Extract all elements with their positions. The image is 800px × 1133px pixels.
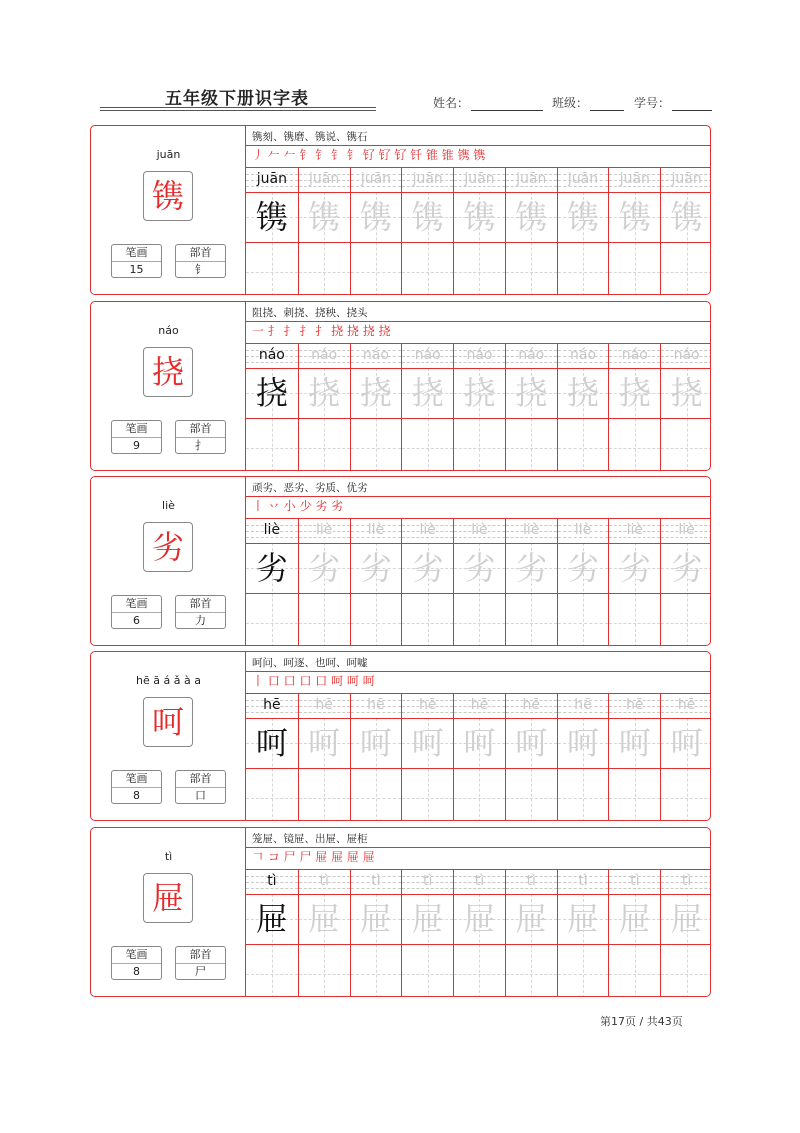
cell-character: 挠	[308, 374, 341, 412]
radical-box	[175, 595, 226, 629]
cell-character: 屉	[308, 900, 341, 938]
model-cell[interactable]	[246, 694, 298, 821]
grid-divider	[246, 192, 711, 193]
cell-pinyin: hē	[418, 697, 437, 713]
trace-cell[interactable]	[660, 168, 711, 295]
cell-pinyin: náo	[570, 347, 597, 363]
cell-character: 劣	[411, 549, 444, 587]
stroke-order: 一 扌 扌 扌 扌 挠 挠 挠 挠	[252, 324, 391, 338]
cell-character: 镌	[308, 198, 341, 236]
model-cell[interactable]	[246, 168, 298, 295]
stroke-count-box	[111, 595, 162, 629]
cell-pinyin: tì	[578, 873, 588, 889]
cell-character: 挠	[670, 374, 703, 412]
trace-cell[interactable]	[298, 870, 350, 997]
stroke-order: 丿 𠂉 𠂉 钅 钅 钅 钅 钌 钌 钌 钎 锥 锥 镌 镌	[252, 148, 486, 162]
cell-character: 屉	[463, 900, 496, 938]
grid-divider	[246, 718, 711, 719]
class-label: 班级：	[552, 96, 589, 110]
character-card	[90, 301, 711, 471]
cell-pinyin: juān	[567, 171, 599, 187]
cell-character: 呵	[618, 724, 651, 762]
cell-pinyin: juān	[516, 171, 547, 187]
cell-pinyin: juān	[619, 171, 650, 187]
page-number: 第17页 / 共43页	[600, 1015, 683, 1028]
cell-character: 挠	[618, 374, 651, 412]
character-info-panel	[91, 302, 246, 470]
trace-cell[interactable]	[660, 519, 711, 646]
stroke-count-box	[111, 770, 162, 804]
trace-cell[interactable]	[350, 344, 402, 471]
cell-character: 屉	[567, 900, 600, 938]
cell-pinyin: náo	[621, 347, 648, 363]
stroke-order: 丨 口 口 口 口 呵 呵 呵	[252, 674, 375, 688]
trace-cell[interactable]	[298, 168, 350, 295]
student-id-label: 学号：	[634, 96, 671, 110]
trace-cell[interactable]	[298, 344, 350, 471]
cell-character: 呵	[308, 724, 341, 762]
student-id-field[interactable]	[634, 94, 712, 111]
cell-pinyin: liè	[471, 522, 488, 538]
word-examples: 呵问、呵逐、也呵、呵嘘	[252, 657, 368, 669]
trace-cell[interactable]	[453, 870, 505, 997]
cell-character: 挠	[515, 374, 548, 412]
cell-character: 劣	[359, 549, 392, 587]
page-title: 五年级下册识字表	[165, 89, 309, 109]
cell-character: 镌	[618, 198, 651, 236]
character-box	[143, 171, 193, 221]
cell-pinyin: juān	[256, 171, 287, 187]
trace-cell[interactable]	[401, 870, 453, 997]
page-header	[0, 0, 800, 120]
cell-pinyin: tì	[474, 873, 485, 889]
cell-pinyin: liè	[523, 522, 540, 538]
cell-character: 劣	[255, 549, 288, 587]
cell-pinyin: náo	[362, 347, 389, 363]
cell-pinyin: hē	[574, 697, 592, 713]
radical-box	[175, 244, 226, 278]
grid-divider	[246, 894, 711, 895]
class-field[interactable]	[552, 94, 624, 111]
trace-cell[interactable]	[557, 694, 609, 821]
cell-pinyin: hē	[677, 697, 696, 713]
character-card	[90, 827, 711, 997]
cell-pinyin: náo	[311, 347, 338, 363]
trace-cell[interactable]	[557, 344, 609, 471]
trace-cell[interactable]	[660, 344, 711, 471]
character-box	[143, 697, 193, 747]
cell-pinyin: juān	[309, 171, 340, 187]
cell-character: 劣	[670, 549, 703, 587]
trace-cell[interactable]	[401, 168, 453, 295]
character-box	[143, 522, 193, 572]
character-box	[143, 347, 193, 397]
cell-pinyin: tì	[319, 873, 329, 889]
character-pinyin: náo	[158, 324, 179, 337]
character-card	[90, 651, 711, 821]
radical-box	[175, 770, 226, 804]
cell-pinyin: liè	[263, 522, 281, 538]
cell-character: 呵	[567, 724, 600, 762]
cell-character: 屉	[515, 900, 548, 938]
cell-pinyin: juān	[360, 171, 392, 187]
grid-divider	[246, 543, 711, 544]
stroke-count-label: 笔画	[112, 421, 161, 438]
radical-value: 钅	[195, 263, 206, 276]
student-id-blank[interactable]	[672, 98, 712, 111]
character-pinyin: hē ā á ǎ à a	[136, 674, 201, 687]
stroke-count-box	[111, 420, 162, 454]
cell-character: 劣	[618, 549, 651, 587]
practice-panel	[246, 828, 711, 996]
class-blank[interactable]	[590, 98, 624, 111]
stroke-count-label: 笔画	[112, 596, 161, 613]
character-info-panel	[91, 477, 246, 645]
character-box	[143, 873, 193, 923]
stroke-count-value: 9	[133, 439, 140, 452]
cell-character: 劣	[308, 549, 341, 587]
trace-cell[interactable]	[350, 168, 402, 295]
cell-character: 挠	[567, 374, 600, 412]
trace-cell[interactable]	[453, 168, 505, 295]
cell-character: 挠	[255, 374, 288, 412]
cell-pinyin: liè	[574, 522, 592, 538]
stroke-count-label: 笔画	[112, 947, 161, 964]
trace-cell[interactable]	[453, 694, 505, 821]
practice-panel	[246, 652, 711, 820]
cell-pinyin: liè	[315, 522, 333, 538]
radical-label: 部首	[176, 947, 225, 964]
cell-character: 屉	[411, 900, 444, 938]
trace-cell[interactable]	[401, 694, 453, 821]
cell-pinyin: hē	[470, 697, 489, 713]
character-glyph: 屉	[151, 879, 184, 917]
cell-character: 屉	[618, 900, 651, 938]
cell-pinyin: tì	[630, 873, 640, 889]
cell-character: 呵	[670, 724, 703, 762]
cell-character: 镌	[255, 198, 288, 236]
cell-character: 挠	[359, 374, 392, 412]
practice-grid	[246, 344, 711, 471]
practice-panel	[246, 302, 711, 470]
cell-character: 挠	[411, 374, 444, 412]
trace-cell[interactable]	[557, 168, 609, 295]
trace-cell[interactable]	[660, 694, 711, 821]
radical-value: 扌	[195, 439, 206, 452]
cell-pinyin: hē	[367, 697, 385, 713]
name-blank[interactable]	[471, 98, 543, 111]
cell-character: 屉	[670, 900, 703, 938]
cell-pinyin: náo	[518, 347, 545, 363]
character-pinyin: tì	[164, 850, 173, 863]
cell-pinyin: tì	[423, 873, 433, 889]
radical-label: 部首	[176, 771, 225, 788]
stroke-count-value: 8	[133, 965, 140, 978]
grid-divider	[246, 768, 711, 769]
model-cell[interactable]	[246, 870, 298, 997]
cell-pinyin: hē	[315, 697, 333, 713]
trace-cell[interactable]	[401, 519, 453, 646]
trace-cell[interactable]	[505, 168, 557, 295]
cell-pinyin: náo	[258, 347, 285, 363]
trace-cell[interactable]	[298, 519, 350, 646]
cell-pinyin: hē	[263, 697, 281, 713]
cell-character: 镌	[670, 198, 703, 236]
model-cell[interactable]	[246, 519, 298, 646]
cell-character: 劣	[567, 549, 600, 587]
cell-character: 劣	[463, 549, 496, 587]
radical-box	[175, 420, 226, 454]
stroke-count-box	[111, 244, 162, 278]
cell-pinyin: hē	[522, 697, 540, 713]
trace-cell[interactable]	[350, 519, 402, 646]
character-glyph: 镌	[151, 177, 184, 215]
word-examples: 镌刻、镌磨、镌说、镌石	[252, 131, 368, 143]
practice-grid	[246, 694, 711, 821]
character-glyph: 呵	[151, 703, 184, 741]
cell-character: 呵	[463, 724, 496, 762]
cell-pinyin: liè	[626, 522, 644, 538]
word-examples: 笼屉、镜屉、出屉、屉柜	[252, 833, 368, 845]
stroke-count-value: 6	[133, 614, 140, 627]
trace-cell[interactable]	[608, 519, 660, 646]
trace-cell[interactable]	[660, 870, 711, 997]
character-glyph: 挠	[151, 353, 184, 391]
character-info-panel	[91, 652, 246, 820]
stroke-order: 丨 丷 小 少 劣 劣	[252, 499, 344, 513]
cell-character: 劣	[515, 549, 548, 587]
trace-cell[interactable]	[557, 870, 609, 997]
stroke-count-value: 8	[133, 789, 140, 802]
cell-pinyin: juān	[464, 171, 495, 187]
model-cell[interactable]	[246, 344, 298, 471]
trace-cell[interactable]	[298, 694, 350, 821]
word-examples: 阻挠、刺挠、挠秧、挠头	[252, 307, 368, 319]
trace-cell[interactable]	[350, 870, 402, 997]
character-card	[90, 125, 711, 295]
cell-character: 屉	[359, 900, 392, 938]
character-info-panel	[91, 126, 246, 294]
grid-divider	[246, 944, 711, 945]
stroke-count-label: 笔画	[112, 245, 161, 262]
cell-pinyin: tì	[681, 873, 692, 889]
cell-character: 镌	[515, 198, 548, 236]
cell-pinyin: tì	[526, 873, 536, 889]
trace-cell[interactable]	[350, 694, 402, 821]
trace-cell[interactable]	[608, 694, 660, 821]
word-examples: 顽劣、恶劣、劣质、优劣	[252, 482, 368, 494]
radical-label: 部首	[176, 245, 225, 262]
trace-cell[interactable]	[453, 344, 505, 471]
grid-divider	[246, 368, 711, 369]
character-card	[90, 476, 711, 646]
cell-pinyin: náo	[673, 347, 700, 363]
cell-character: 镌	[411, 198, 444, 236]
trace-cell[interactable]	[505, 870, 557, 997]
character-pinyin: juān	[156, 148, 181, 161]
character-glyph: 劣	[151, 528, 184, 566]
cell-pinyin: náo	[414, 347, 441, 363]
cell-character: 屉	[255, 900, 288, 938]
practice-grid	[246, 870, 711, 997]
character-info-panel	[91, 828, 246, 996]
title-underline	[100, 110, 376, 111]
cell-pinyin: tì	[371, 873, 381, 889]
cell-character: 镌	[567, 198, 600, 236]
cell-pinyin: juān	[412, 171, 443, 187]
trace-cell[interactable]	[401, 344, 453, 471]
cell-pinyin: liè	[678, 522, 695, 538]
radical-label: 部首	[176, 596, 225, 613]
radical-box	[175, 946, 226, 980]
cell-pinyin: liè	[419, 522, 436, 538]
practice-grid	[246, 519, 711, 646]
character-pinyin: liè	[162, 499, 175, 512]
trace-cell[interactable]	[608, 168, 660, 295]
stroke-count-box	[111, 946, 162, 980]
trace-cell[interactable]	[453, 519, 505, 646]
stroke-count-value: 15	[129, 263, 144, 276]
trace-cell[interactable]	[505, 694, 557, 821]
cell-character: 镌	[463, 198, 496, 236]
cell-character: 挠	[463, 374, 496, 412]
cell-pinyin: tì	[267, 873, 277, 889]
trace-cell[interactable]	[608, 344, 660, 471]
practice-panel	[246, 126, 711, 294]
trace-cell[interactable]	[557, 519, 609, 646]
grid-divider	[246, 593, 711, 594]
cell-pinyin: náo	[466, 347, 493, 363]
stroke-order: 𠃍 コ 尸 尸 屉 屉 屉 屉	[252, 850, 375, 864]
cell-pinyin: hē	[626, 697, 644, 713]
practice-panel	[246, 477, 711, 645]
radical-value: 口	[195, 789, 206, 802]
practice-grid	[246, 168, 711, 295]
stroke-count-label: 笔画	[112, 771, 161, 788]
radical-value: 尸	[195, 965, 206, 978]
trace-cell[interactable]	[505, 519, 557, 646]
trace-cell[interactable]	[505, 344, 557, 471]
name-label: 姓名：	[433, 96, 470, 110]
cell-character: 呵	[515, 724, 548, 762]
cell-pinyin: juān	[671, 171, 702, 187]
trace-cell[interactable]	[608, 870, 660, 997]
radical-label: 部首	[176, 421, 225, 438]
name-field[interactable]	[433, 94, 543, 111]
cell-character: 呵	[411, 724, 444, 762]
cell-character: 呵	[359, 724, 392, 762]
grid-divider	[246, 418, 711, 419]
title-underline	[100, 107, 376, 108]
cell-character: 镌	[359, 198, 392, 236]
cell-character: 呵	[255, 724, 288, 762]
cell-pinyin: liè	[367, 522, 385, 538]
radical-value: 力	[195, 614, 206, 627]
grid-divider	[246, 242, 711, 243]
